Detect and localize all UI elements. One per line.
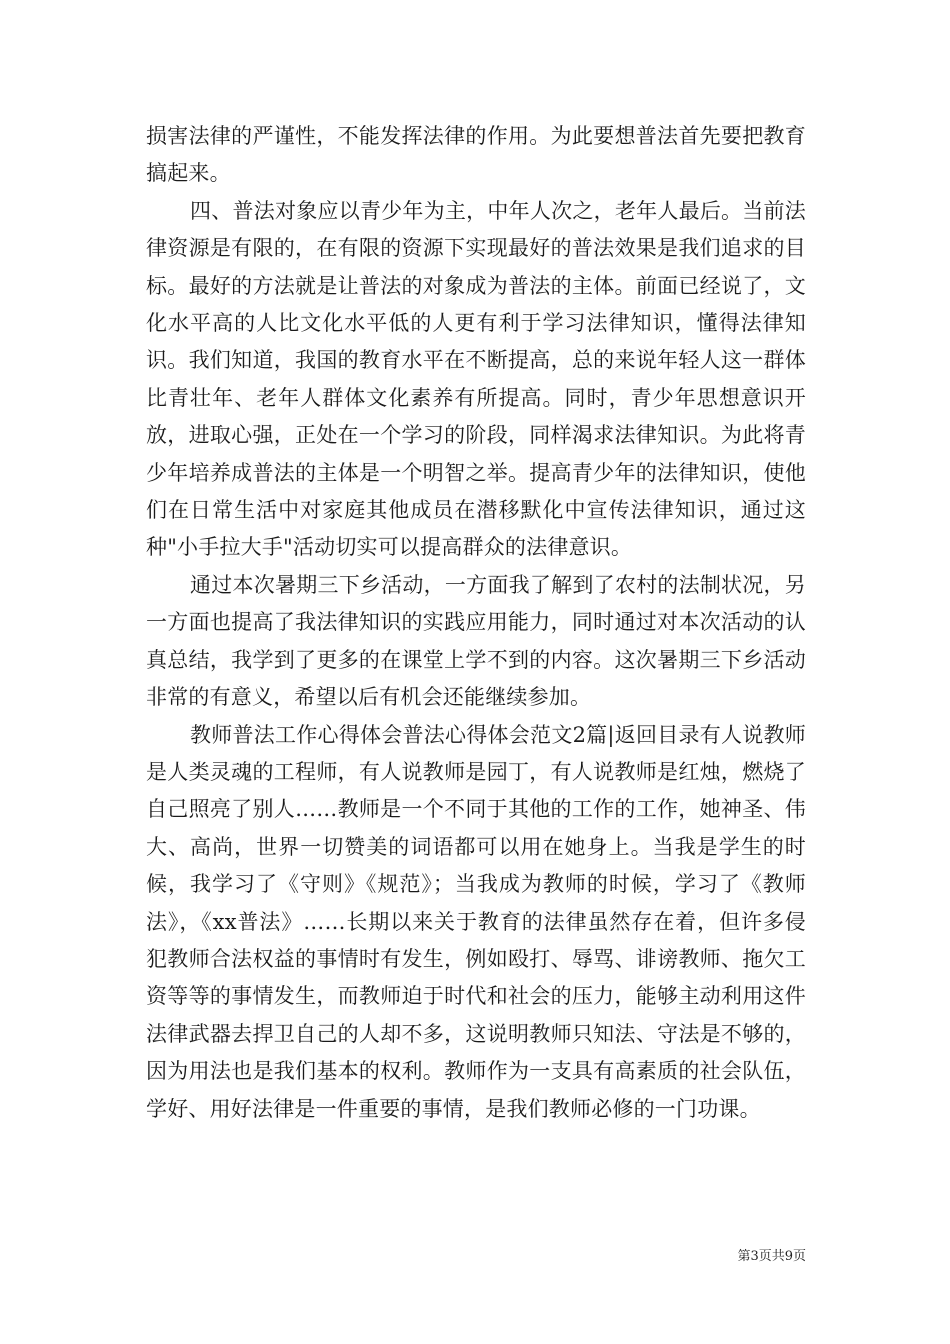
paragraph-teacher-law: 教师普法工作心得体会普法心得体会范文2篇|返回目录有人说教师是人类灵魂的工程师，有人说教师是园丁，有人说教师是红烛，燃烧了自己照亮了别人……教师是一个不同于其他的工作的工作，她神圣、伟大、高尚，世界一切赞美的词语都可以用在她身上。当我是学生的时候，我学习了《守则》《规范》；当我成为教师的时候，学习了《教师法》，《xx普法》……长期以来关于教育的法律虽然存在着，但许多侵犯教师合法权益的事情时有发生，例如殴打、辱骂、诽谤教师、拖欠工资等等的事情发生，而教师迫于时代和社会的压力，能够主动利用这件法律武器去捍卫自己的人却不多，这说明教师只知法、守法是不够的，因为用法也是我们基本的权利。教师作为一支具有高素质的社会队伍，学好、用好法律是一件重要的事情，是我们教师必修的一门功课。: [146, 722, 806, 1121]
paragraph-summer-activity: 通过本次暑期三下乡活动，一方面我了解到了农村的法制状况，另一方面也提高了我法律知识的实践应用能力，同时通过对本次活动的认真总结，我学到了更多的在课堂上学不到的内容。这次暑期三下乡活动非常的有意义，希望以后有机会还能继续参加。: [146, 572, 806, 710]
paragraph-continuation: 损害法律的严谨性，不能发挥法律的作用。为此要想普法首先要把教育搞起来。: [146, 124, 806, 186]
page-number-footer: 第3页共9页: [737, 1249, 806, 1264]
paragraph-target-audience: 四、普法对象应以青少年为主，中年人次之，老年人最后。当前法律资源是有限的，在有限的资源下实现最好的普法效果是我们追求的目标。最好的方法就是让普法的对象成为普法的主体。前面已经说了，文化水平高的人比文化水平低的人更有利于学习法律知识，懂得法律知识。我们知道，我国的教育水平在不断提高，总的来说年轻人这一群体比青壮年、老年人群体文化素养有所提高。同时，青少年思想意识开放，进取心强，正处在一个学习的阶段，同样渴求法律知识。为此将青少年培养成普法的主体是一个明智之举。提高青少年的法律知识，使他们在日常生活中对家庭其他成员在潜移默化中宣传法律知识，通过这种"小手拉大手"活动切实可以提高群众的法律意识。: [146, 198, 806, 560]
document-body: [146, 118, 806, 1128]
